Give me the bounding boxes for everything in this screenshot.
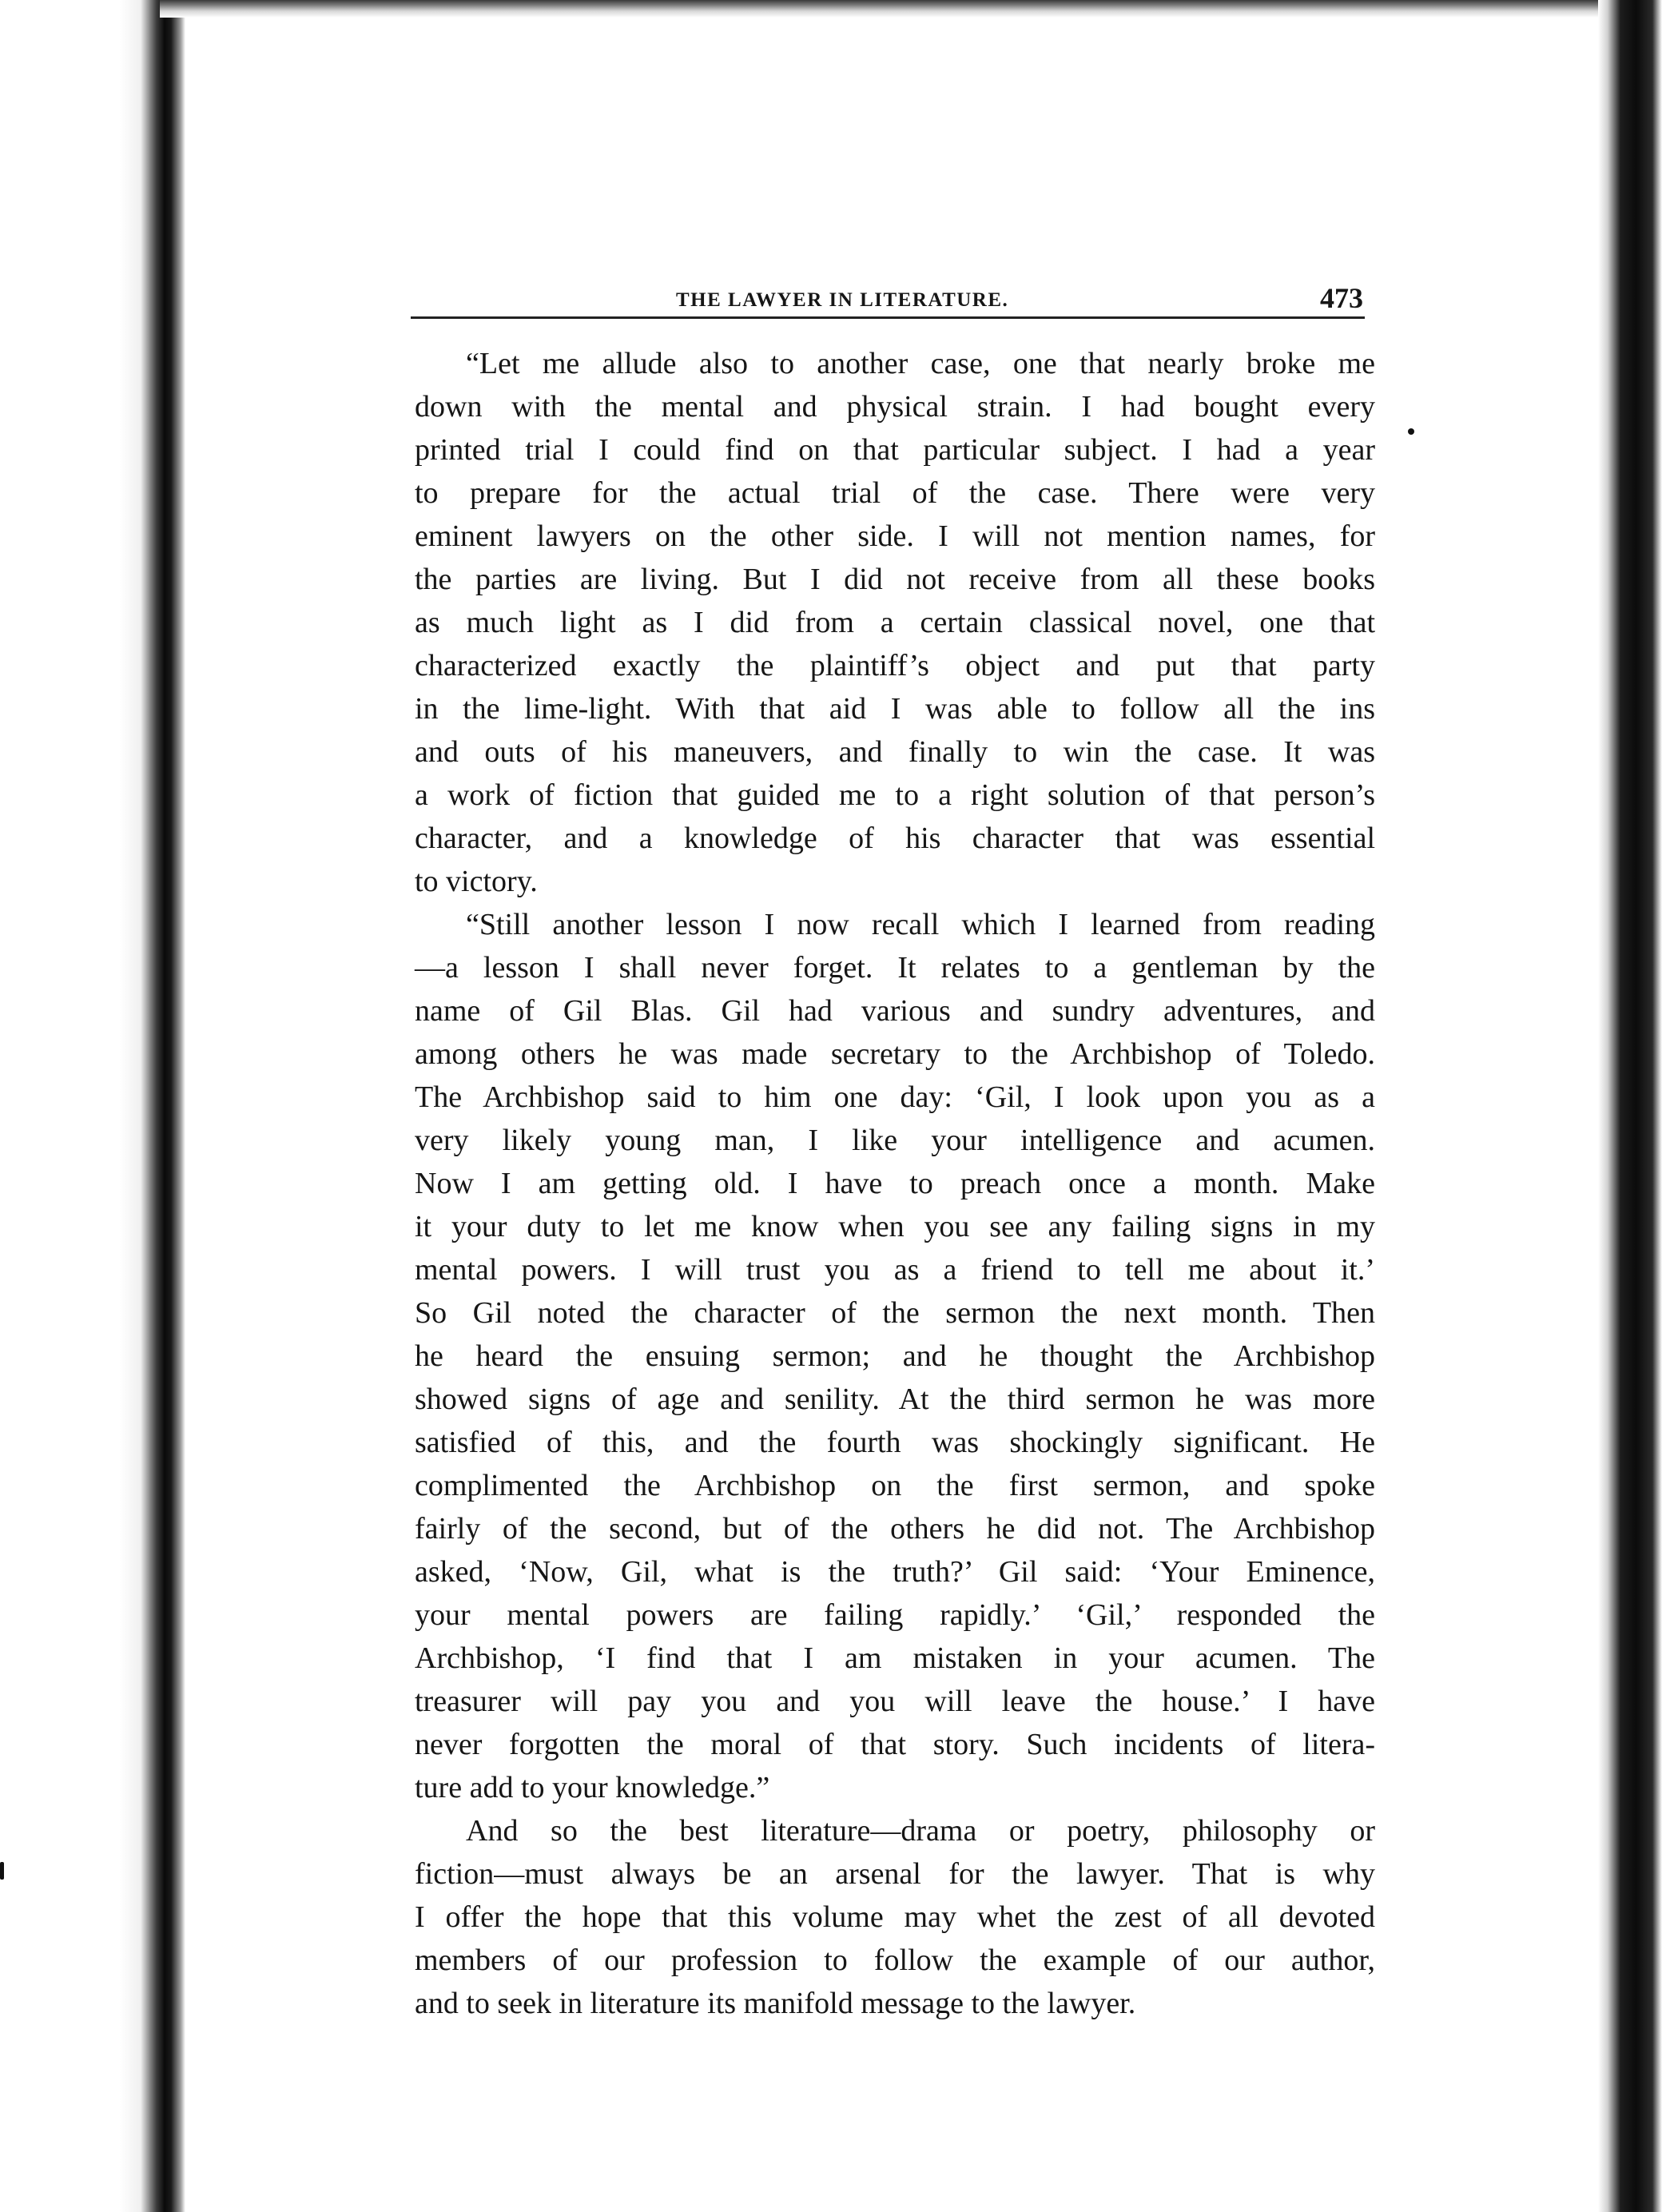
- text-line: “Still another lesson I now recall which I learned from reading: [466, 908, 1375, 941]
- paragraph: [415, 903, 1375, 1809]
- text-line: character, and a knowledge of his character that was essential: [415, 822, 1375, 855]
- text-line: eminent lawyers on the other side. I will not mention names, for: [415, 519, 1375, 553]
- text-line: Archbishop, ‘I find that I am mistaken in your acumen. The: [415, 1641, 1375, 1675]
- text-line: down with the mental and physical strain. I had bought every: [415, 390, 1375, 424]
- text-line: mental powers. I will trust you as a friend to tell me about it.’: [415, 1253, 1375, 1287]
- scan-left-edge: [0, 0, 185, 2212]
- running-header: [414, 280, 1363, 312]
- text-line: name of Gil Blas. Gil had various and sundry adventures, and: [415, 994, 1375, 1028]
- text-line: treasurer will pay you and you will leave the house.’ I have: [415, 1685, 1375, 1718]
- scan-right-edge: [1598, 0, 1662, 2212]
- scan-top-edge: [160, 0, 1598, 18]
- text-line: and to seek in literature its manifold message to the lawyer.: [415, 1987, 1136, 2020]
- text-line: the parties are living. But I did not receive from all these books: [415, 563, 1375, 596]
- body-text: [415, 342, 1375, 2025]
- scan-speck: [1408, 428, 1414, 435]
- text-line: to prepare for the actual trial of the case. There were very: [415, 476, 1375, 510]
- page-number: 473: [1320, 282, 1363, 314]
- text-line: “Let me allude also to another case, one that nearly broke me: [466, 347, 1375, 380]
- paragraph: [415, 1809, 1375, 2025]
- text-line: ture add to your knowledge.”: [415, 1771, 770, 1804]
- text-line: asked, ‘Now, Gil, what is the truth?’ Gil said: ‘Your Eminence,: [415, 1555, 1375, 1589]
- text-line: complimented the Archbishop on the first sermon, and spoke: [415, 1469, 1375, 1502]
- text-line: And so the best literature—drama or poetry, philosophy or: [466, 1814, 1375, 1848]
- text-line: a work of fiction that guided me to a right solution of that person’s: [415, 778, 1375, 812]
- text-line: printed trial I could find on that particular subject. I had a year: [415, 433, 1375, 467]
- text-line: characterized exactly the plaintiff’s object and put that party: [415, 649, 1375, 682]
- paragraph: [415, 342, 1375, 903]
- text-line: Now I am getting old. I have to preach once a month. Make: [415, 1167, 1375, 1200]
- scan-speck: [0, 1862, 4, 1880]
- text-line: fairly of the second, but of the others he did not. The Archbishop: [415, 1512, 1375, 1546]
- text-line: satisfied of this, and the fourth was shockingly significant. He: [415, 1426, 1375, 1459]
- text-line: The Archbishop said to him one day: ‘Gil, I look upon you as a: [415, 1080, 1375, 1114]
- text-line: your mental powers are failing rapidly.’ ‘Gil,’ responded the: [415, 1598, 1375, 1632]
- text-line: —a lesson I shall never forget. It relates to a gentleman by the: [415, 951, 1375, 985]
- text-line: I offer the hope that this volume may whet the zest of all devoted: [415, 1900, 1375, 1934]
- text-line: fiction—must always be an arsenal for the lawyer. That is why: [415, 1857, 1375, 1891]
- text-line: in the lime-light. With that aid I was able to follow all the ins: [415, 692, 1375, 726]
- text-line: never forgotten the moral of that story. Such incidents of litera-: [415, 1728, 1375, 1761]
- header-rule: [411, 316, 1365, 319]
- running-title: THE LAWYER IN LITERATURE.: [676, 289, 1009, 311]
- text-line: to victory.: [415, 865, 538, 898]
- text-line: members of our profession to follow the example of our author,: [415, 1943, 1375, 1977]
- text-line: he heard the ensuing sermon; and he thought the Archbishop: [415, 1339, 1375, 1373]
- text-line: very likely young man, I like your intelligence and acumen.: [415, 1124, 1375, 1157]
- text-line: among others he was made secretary to the Archbishop of Toledo.: [415, 1037, 1375, 1071]
- text-line: showed signs of age and senility. At the third sermon he was more: [415, 1382, 1375, 1416]
- text-line: So Gil noted the character of the sermon the next month. Then: [415, 1296, 1375, 1330]
- text-line: and outs of his maneuvers, and finally to win the case. It was: [415, 735, 1375, 769]
- text-line: it your duty to let me know when you see any failing signs in my: [415, 1210, 1375, 1243]
- text-line: as much light as I did from a certain classical novel, one that: [415, 606, 1375, 639]
